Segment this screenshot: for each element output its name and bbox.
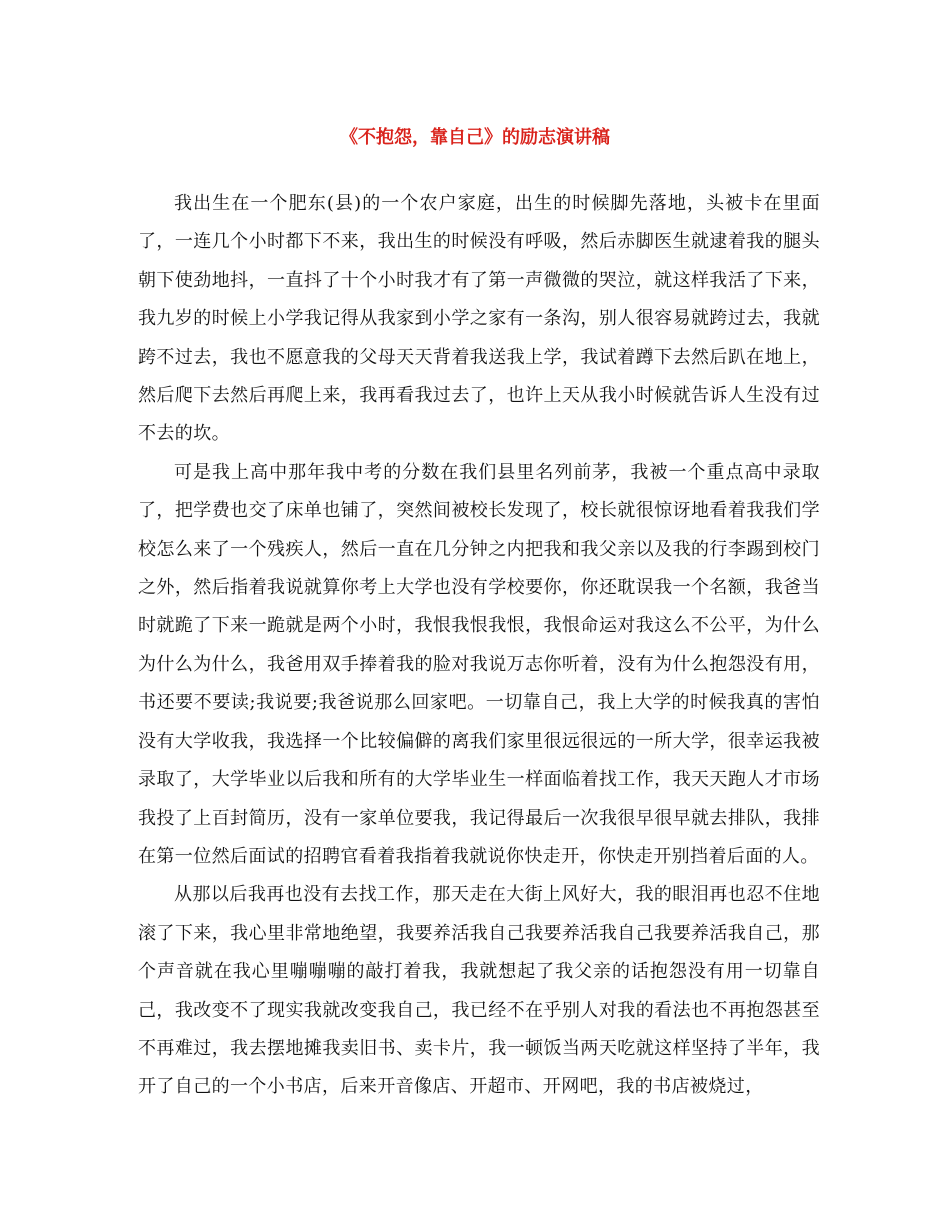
paragraph-3: 从那以后我再也没有去找工作，那天走在大街上风好大，我的眼泪再也忍不住地滚了下来，我心里非常地绝望，我要养活我自己我要养活我自己我要养活我自己，那个声音就在我心里嘣嘣嘣的敲打着我，我就想起了我父亲的话抱怨没有用一切靠自己，我改变不了现实我就改变我自己，我已经不在乎别人对我的看法也不再抱怨甚至不再难过，我去摆地摊我卖旧书、卖卡片，我一顿饭当两天吃就这样坚持了半年，我开了自己的一个小书店，后来开音像店、开超市、开网吧，我的书店被烧过， [138,884,820,1098]
document-title: 《不抱怨，靠自己》的励志演讲稿 [340,127,610,148]
paragraph-1: 我出生在一个肥东(县)的一个农户家庭，出生的时候脚先落地，头被卡在里面了，一连几个小时都下不来，我出生的时候没有呼吸，然后赤脚医生就逮着我的腿头朝下使劲地抖，一直抖了十个小时我才有了第一声微微的哭泣，就这样我活了下来，我九岁的时候上小学我记得从我家到小学之家有一条沟，别人很容易就跨过去，我就跨不过去，我也不愿意我的父母天天背着我送我上学，我试着蹲下去然后趴在地上，然后爬下去然后再爬上来，我再看我过去了，也许上天从我小时候就告诉人生没有过不去的坎。 [138,193,820,445]
document-body [138,185,820,1107]
paragraph-2: 可是我上高中那年我中考的分数在我们县里名列前茅，我被一个重点高中录取了，把学费也交了床单也铺了，突然间被校长发现了，校长就很惊讶地看着我我们学校怎么来了一个残疾人，然后一直在几分钟之内把我和我父亲以及我的行李踢到校门之外，然后指着我说就算你考上大学也没有学校要你，你还耽误我一个名额，我爸当时就跪了下来一跪就是两个小时，我恨我恨我恨，我恨命运对我这么不公平，为什么为什么为什么，我爸用双手捧着我的脸对我说万志你听着，没有为什么抱怨没有用，书还要不要读;我说要;我爸说那么回家吧。一切靠自己，我上大学的时候我真的害怕没有大学收我，我选择一个比较偏僻的离我们家里很远很远的一所大学，很幸运我被录取了，大学毕业以后我和所有的大学毕业生一样面临着找工作，我天天跑人才市场我投了上百封简历，没有一家单位要我，我记得最后一次我很早很早就去排队，我排在第一位然后面试的招聘官看着我指着我就说你快走开，你快走开别挡着后面的人。 [138,461,820,867]
